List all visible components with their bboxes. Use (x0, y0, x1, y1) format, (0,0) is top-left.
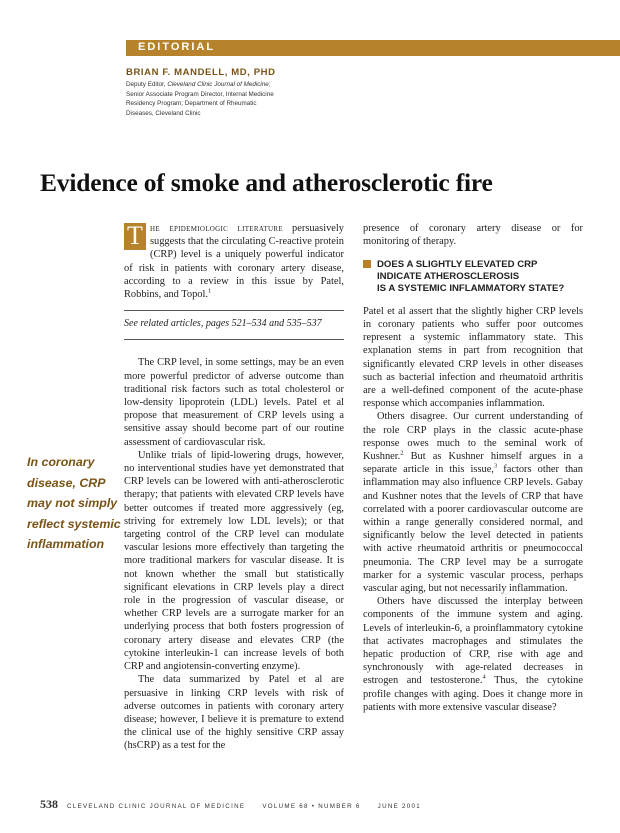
body-paragraph: Others disagree. Our current understanding of the role CRP plays in the classic acute-phase response owes much to the seminal work of Kushner.$^2$ But as Kushner himself argues in a separate article in this issue,$^3$ factors other than inflammation may also influence CRP levels. Gabay and Kushner notes that the levels of CRP that have correlated with a poorer cardiovascular outcome are within a range generally considered normal, and significantly below the level detected in patients with active rheumatoid arthritis or pneumococcal pneumonia. The CRP level may be a surrogate marker for a systemic vascular process, perhaps vascular aging, but not necessarily inflammation. (363, 411, 583, 595)
reference-marker: 1 (207, 287, 212, 295)
body-paragraph: Unlike trials of lipid-lowering drugs, however, no interventional studies have yet demonstrated that CRP levels can be lowered with anti-atherosclerotic therapy; that patients with elevated CRP levels have better outcomes if treated more aggressively (eg, striving for extremely low LDL levels); or that targeting control of the CRP level can modulate vascular lesions more effectively than targeting the more traditional markers for vascular disease. It is not known whether the small but statistically significant elevations in CRP levels play a direct role in the progression of vascular disease, or whether CRP levels are a surrogate marker for an underlying process that both fosters progression of coronary artery disease and elevates CRP (the cytokine interleukin-1 can increase levels of both CRP and angiotensin-converting enzyme). (124, 449, 344, 673)
section-banner (126, 40, 620, 56)
pull-quote: In coronary disease, CRP may not simply reflect systemic inflammation (27, 455, 121, 551)
body-paragraph: presence of coronary artery disease or for monitoring of therapy. (363, 223, 583, 248)
reference-marker: 3 (493, 462, 498, 470)
journal-name: CLEVELAND CLINIC JOURNAL OF MEDICINE (67, 803, 246, 810)
opening-paragraph: T he epidemiologic literature persuasively suggests that the circulating C-reactive protein (CRP) level is a uniquely powerful indicator of risk in patients with coronary artery disease, according to a review in this issue by Patel, Robbins, and Topol.$^1$ (124, 221, 344, 301)
page-footer (40, 797, 421, 812)
related-articles-note: See related articles, pages 521–534 and 535–537 (124, 318, 322, 330)
article-column-left (124, 222, 344, 753)
body-paragraph: The data summarized by Patel et al are persuasive in linking CRP levels with risk of adverse outcomes in patients with coronary artery disease; however, I believe it is premature to extend the clinical use of the highly sensitive CRP assay (hsCRP) as a test for the (124, 674, 344, 752)
section-label: EDITORIAL (138, 41, 216, 53)
body-paragraph: Patel et al assert that the slightly higher CRP levels in coronary patients who suffer poor outcomes represent a systemic inflammatory state. This explanation stems in part from recognition that significantly elevated CRP levels in other diseases such as bacterial infection and rheumatoid arthritis are a well-defined component of the acute-phase response which accompanies inflammation. (363, 305, 583, 410)
divider (124, 310, 344, 311)
issue-volume: VOLUME 68 • NUMBER 6 (262, 803, 361, 810)
author-affiliation: Deputy Editor, Cleveland Clinic Journal of Medicine; Senior Associate Program Director, Internal Medicine Residency Program; Department of Rheumatic Diseases, Cleveland Clinic (126, 81, 274, 117)
divider (124, 339, 344, 340)
article-title: Evidence of smoke and atherosclerotic fire (40, 168, 493, 197)
body-paragraph: Others have discussed the interplay between components of the immune system and aging. Levels of interleukin-6, a proinflammatory cytokine that activates macrophages and stimulates the hepatic production of CRP, rise with age and synchronously with age-related decreases in estrogen and testosterone.$^4$ Thus, the cytokine profile changes with aging. Does it change more in patients with more extensive vascular disease? (363, 596, 583, 713)
author-block (126, 67, 296, 118)
body-paragraph: The CRP level, in some settings, may be an even more powerful predictor of adverse outcome than traditional risk factors such as total cholesterol or low-density lipoprotein (LDL) levels. Patel et al propose that measurement of CRP levels using a sensitive assay should become part of our routine assessment of cardiovascular risk. (124, 357, 344, 448)
affiliation-journal: Cleveland Clinic Journal of Medicine (167, 81, 269, 88)
section-subheading: DOES A SLIGHTLY ELEVATED CRP INDICATE ATHEROSCLEROSIS IS A SYSTEMIC INFLAMMATORY STATE? (363, 259, 583, 294)
drop-cap: T (124, 223, 146, 250)
article-column-right (363, 222, 583, 714)
reference-marker: 2 (400, 449, 404, 457)
square-bullet-icon (363, 260, 371, 268)
lead-in-small-caps: he epidemiologic literature (150, 223, 283, 234)
page-number: 538 (40, 797, 58, 811)
author-name: BRIAN F. MANDELL, MD, PHD (126, 67, 276, 78)
reference-marker: 4 (482, 674, 486, 682)
issue-date: JUNE 2001 (377, 803, 422, 810)
